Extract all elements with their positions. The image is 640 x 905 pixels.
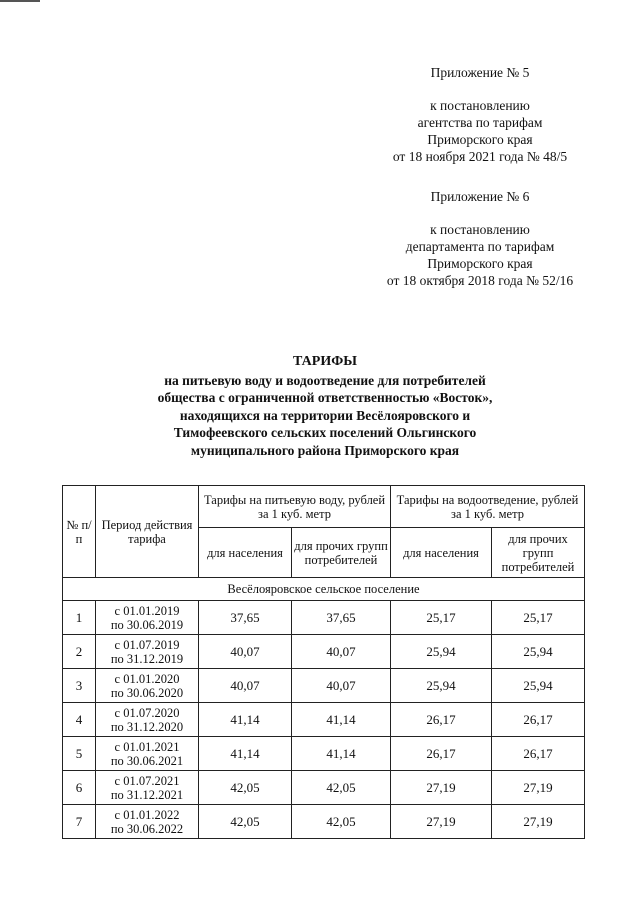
annex-6-line: Приморского края (427, 256, 533, 271)
header-water-population: для населения (199, 528, 292, 578)
heading-title: ТАРИФЫ (293, 354, 357, 369)
row-number: 6 (63, 771, 96, 805)
table-row (63, 703, 585, 737)
period-to: по 30.06.2022 (110, 821, 184, 836)
header-water-other: для прочих групп потребителей (292, 528, 391, 578)
period-to: по 31.12.2021 (110, 787, 184, 802)
heading-line: муниципального района Приморского края (190, 442, 460, 458)
period-to: по 30.06.2020 (110, 685, 184, 700)
sewage-other-value: 25,17 (492, 601, 585, 635)
annex-5-line: к постановлению (430, 98, 530, 113)
water-population-value: 37,65 (199, 601, 292, 635)
annex-6-line: к постановлению (430, 222, 530, 237)
table-row (63, 771, 585, 805)
water-population-value: 42,05 (199, 805, 292, 839)
header-number: № п/п (63, 486, 96, 578)
heading-line: находящихся на территории Весёлояровского и (179, 407, 471, 423)
row-period (96, 771, 199, 805)
sewage-population-value: 27,19 (391, 805, 492, 839)
water-population-value: 42,05 (199, 771, 292, 805)
water-population-value: 41,14 (199, 737, 292, 771)
header-sewage-group: Тарифы на водоотведение, рублей за 1 куб. метр (391, 486, 585, 528)
period-from: с 01.07.2021 (114, 773, 180, 788)
water-other-value: 41,14 (292, 737, 391, 771)
annex-5-line: от 18 ноября 2021 года № 48/5 (392, 149, 568, 164)
period-from: с 01.07.2019 (114, 637, 180, 652)
water-other-value: 41,14 (292, 703, 391, 737)
table-row (63, 669, 585, 703)
sewage-population-value: 27,19 (391, 771, 492, 805)
period-from: с 01.01.2019 (114, 603, 180, 618)
water-other-value: 42,05 (292, 805, 391, 839)
row-number: 5 (63, 737, 96, 771)
period-from: с 01.01.2021 (114, 739, 180, 754)
water-population-value: 41,14 (199, 703, 292, 737)
table-row (63, 635, 585, 669)
row-number: 7 (63, 805, 96, 839)
sewage-other-value: 25,94 (492, 669, 585, 703)
period-to: по 30.06.2019 (110, 617, 184, 632)
annex-5-line: агентства по тарифам (417, 115, 543, 130)
water-other-value: 42,05 (292, 771, 391, 805)
section-title: Весёлояровское сельское поселение (63, 578, 585, 601)
sewage-other-value: 26,17 (492, 737, 585, 771)
period-to: по 31.12.2019 (110, 651, 184, 666)
sewage-population-value: 25,94 (391, 635, 492, 669)
document-heading (60, 353, 590, 459)
row-period (96, 703, 199, 737)
header-sewage-population: для населения (391, 528, 492, 578)
period-to: по 30.06.2021 (110, 753, 184, 768)
sewage-other-value: 27,19 (492, 805, 585, 839)
sewage-population-value: 25,17 (391, 601, 492, 635)
header-period: Период действия тарифа (96, 486, 199, 578)
sewage-other-value: 26,17 (492, 703, 585, 737)
annex-6-title: Приложение № 6 (430, 189, 530, 204)
annex-5-block (355, 64, 605, 165)
period-to: по 31.12.2020 (110, 719, 184, 734)
period-from: с 01.07.2020 (114, 705, 180, 720)
row-period (96, 805, 199, 839)
table-row (63, 737, 585, 771)
heading-line: общества с ограниченной ответственностью «Восток», (157, 390, 493, 405)
sewage-other-value: 25,94 (492, 635, 585, 669)
row-period (96, 737, 199, 771)
heading-line: на питьевую воду и водоотведение для потребителей (164, 372, 486, 388)
tariff-table (62, 485, 585, 839)
scan-corner-mark (0, 0, 40, 2)
sewage-population-value: 26,17 (391, 703, 492, 737)
water-other-value: 37,65 (292, 601, 391, 635)
period-from: с 01.01.2020 (114, 671, 180, 686)
annex-5-line: Приморского края (427, 132, 533, 147)
water-population-value: 40,07 (199, 669, 292, 703)
sewage-population-value: 25,94 (391, 669, 492, 703)
water-population-value: 40,07 (199, 635, 292, 669)
row-number: 2 (63, 635, 96, 669)
header-sewage-other: для прочих групп потребителей (492, 528, 585, 578)
water-other-value: 40,07 (292, 669, 391, 703)
annex-6-line: департамента по тарифам (405, 239, 555, 254)
row-period (96, 635, 199, 669)
sewage-other-value: 27,19 (492, 771, 585, 805)
row-period (96, 601, 199, 635)
period-from: с 01.01.2022 (114, 807, 180, 822)
table-row (63, 805, 585, 839)
annex-6-line: от 18 октября 2018 года № 52/16 (386, 273, 574, 288)
water-other-value: 40,07 (292, 635, 391, 669)
row-period (96, 669, 199, 703)
header-water-group: Тарифы на питьевую воду, рублей за 1 куб. метр (199, 486, 391, 528)
table-row (63, 601, 585, 635)
heading-line: Тимофеевского сельских поселений Ольгинского (173, 425, 477, 440)
annex-6-block (355, 188, 605, 289)
sewage-population-value: 26,17 (391, 737, 492, 771)
row-number: 4 (63, 703, 96, 737)
annex-5-title: Приложение № 5 (430, 65, 530, 80)
row-number: 1 (63, 601, 96, 635)
row-number: 3 (63, 669, 96, 703)
